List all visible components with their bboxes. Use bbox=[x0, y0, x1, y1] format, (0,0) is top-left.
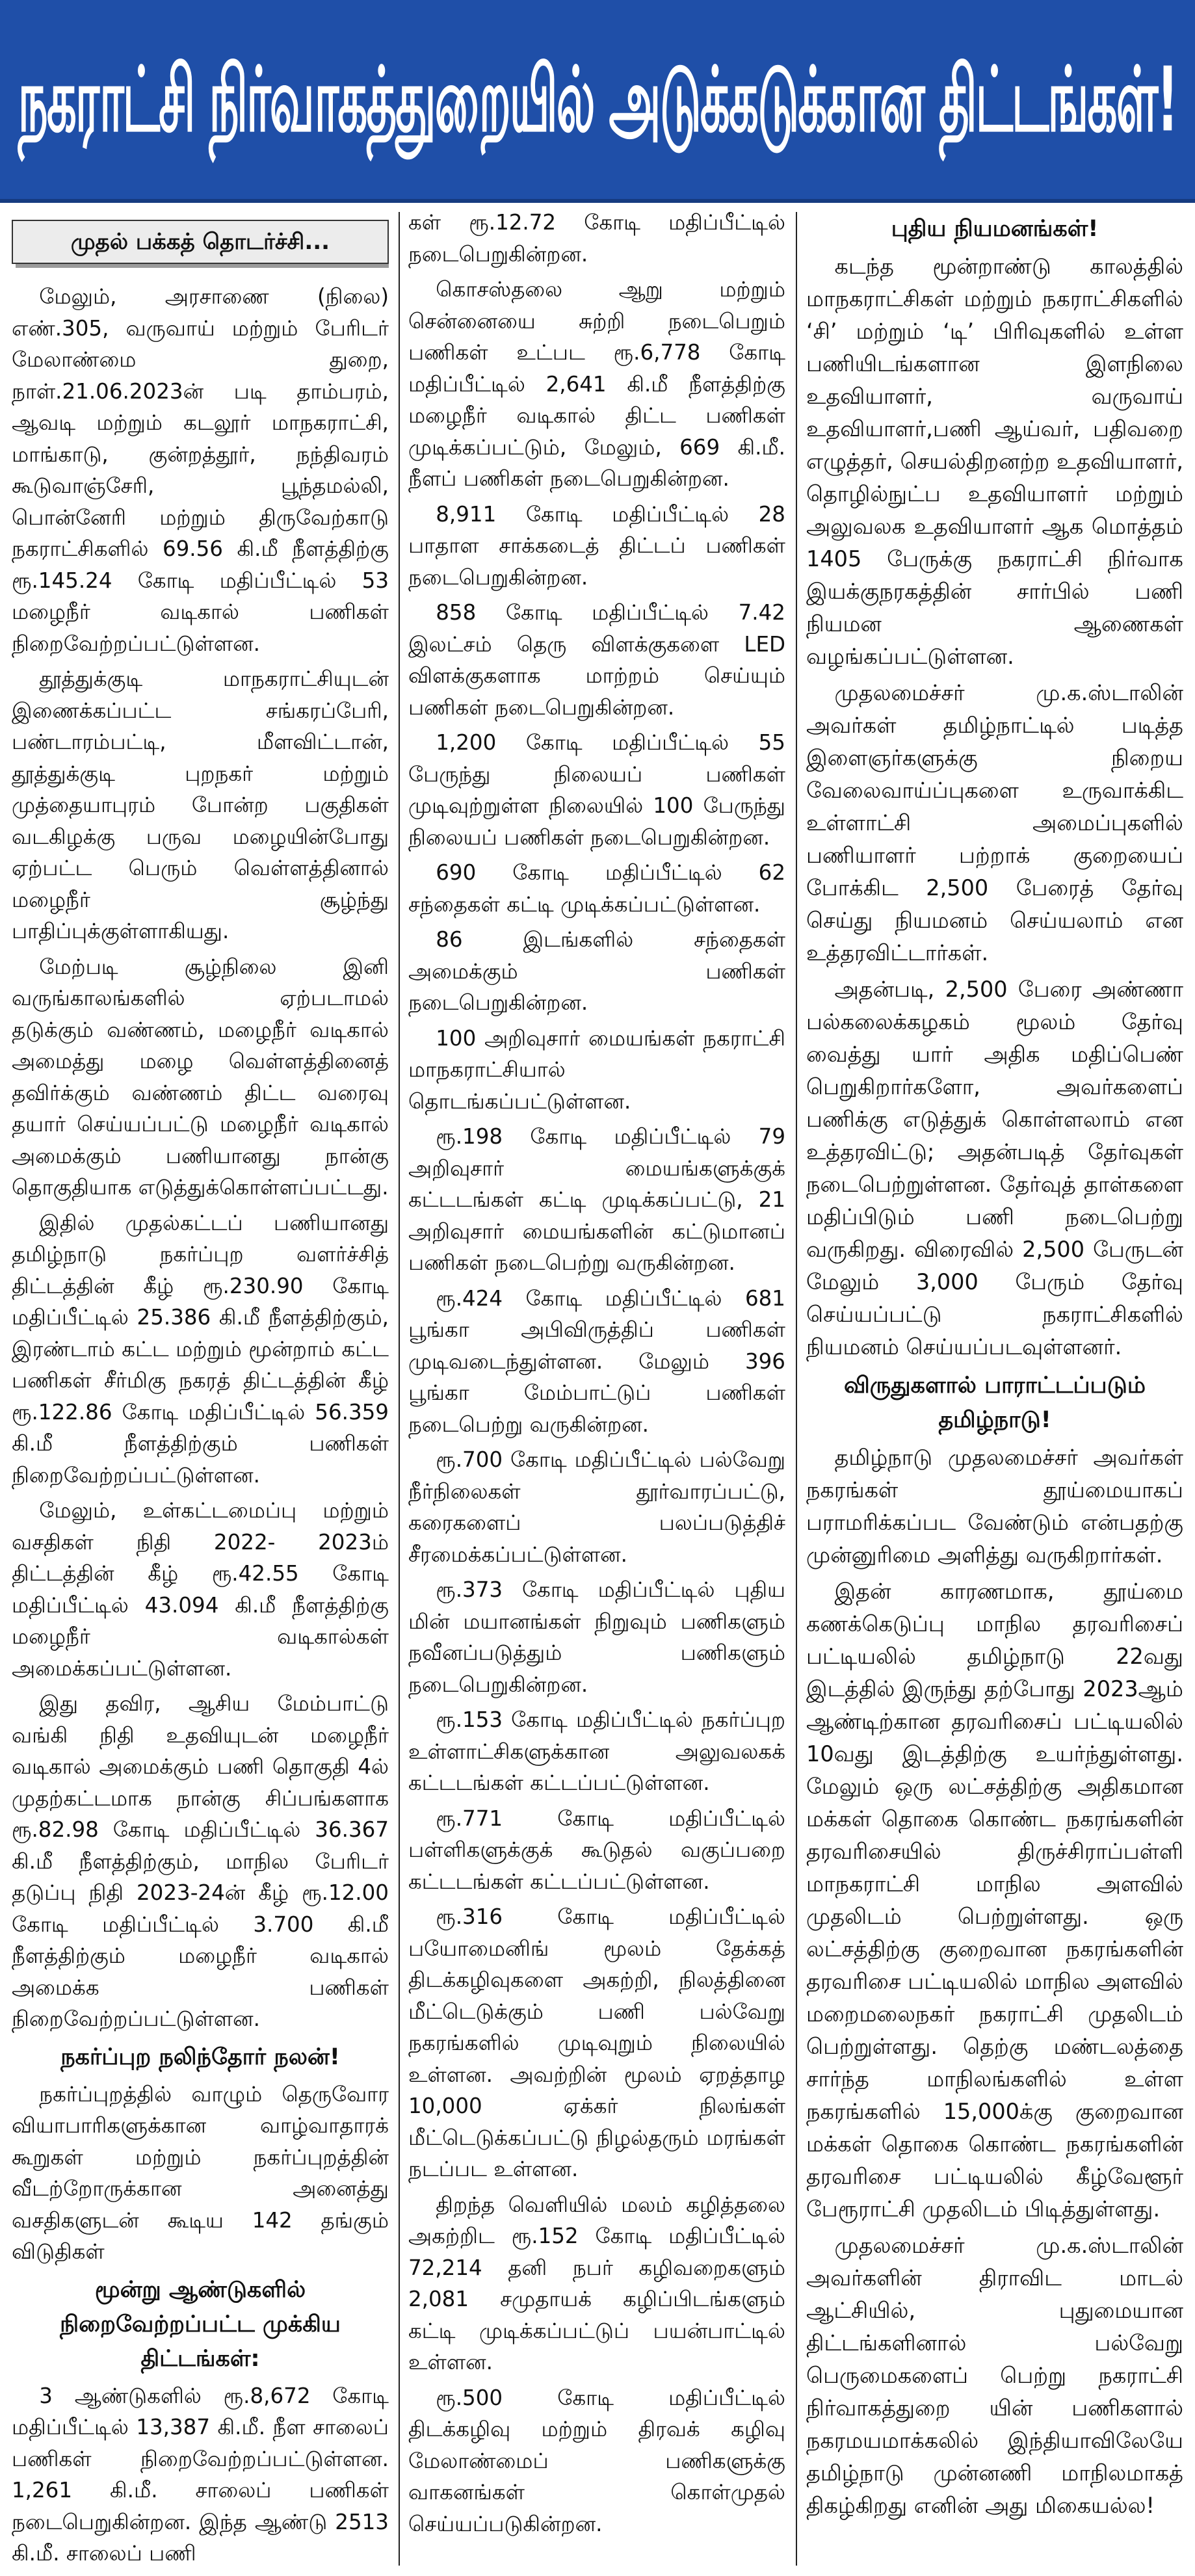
paragraph: மேலும், அரசாணை (நிலை) எண்.305, வருவாய் மற்றும் பேரிடர் மேலாண்மை துறை, நாள்.21.06.2023ன் படி தாம்பரம், ஆவடி மற்றும் கடலூர் மாநகராட்சி, மாங்காடு, குன்றத்தூர், நந்திவரம் கூடுவாஞ்சேரி, பூந்தமல்லி, பொன்னேரி மற்றும் திருவேற்காடு நகராட்சிகளில் 69.56 கி.மீ நீளத்திற்கு ரூ.145.24 கோடி மதிப்பீட்டில் 53 மழைநீர் வடிகால் பணிகள் நிறைவேற்றப்பட்டுள்ளன. bbox=[12, 284, 389, 656]
paragraph: தமிழ்நாடு முதலமைச்சர் அவர்கள் நகரங்கள் தூய்மையாகப் பராமரிக்கப்பட வேண்டும் என்பதற்கு முன்னுரிமை அளித்து வருகிறார்கள். bbox=[806, 1445, 1183, 1568]
paragraph: ரூ.500 கோடி மதிப்பீட்டில் திடக்கழிவு மற்றும் திரவக் கழிவு மேலாண்மைப் பணிகளுக்கு வாகனங்கள் கொள்முதல் செய்யப்படுகின்றன. bbox=[408, 2385, 785, 2536]
column-rule bbox=[399, 212, 400, 2566]
paragraph: ரூ.373 கோடி மதிப்பீட்டில் புதிய மின் மயானங்கள் நிறுவும் பணிகளும் நவீனப்படுத்தும் பணிகளும் நடைபெறுகின்றன. bbox=[408, 1577, 785, 1697]
column-1 bbox=[12, 207, 389, 2573]
subheading: விருதுகளால் பாராட்டப்படும் தமிழ்நாடு! bbox=[843, 1373, 1146, 1433]
headline: நகராட்சி நிர்வாகத்துறையில் அடுக்கடுக்கான திட்டங்கள்! bbox=[18, 47, 1177, 151]
column-2 bbox=[408, 207, 785, 2573]
paragraph: 3 ஆண்டுகளில் ரூ.8,672 கோடி மதிப்பீட்டில் 13,387 கி.மீ. நீள சாலைப் பணிகள் நிறைவேற்றப்பட்டுள்ளன. 1,261 கி.மீ. சாலைப் பணிகள் நடைபெறுகின்றன. இந்த ஆண்டு 2513 கி.மீ. சாலைப் பணி bbox=[12, 2383, 389, 2566]
paragraph: ரூ.316 கோடி மதிப்பீட்டில் பயோமைனிங் மூலம் தேக்கத் திடக்கழிவுகளை அகற்றி, நிலத்தினை மீட்டெடுக்கும் பணி பல்வேறு நகரங்களில் முடிவுறும் நிலையில் உள்ளன. அவற்றின் மூலம் ஏறத்தாழ 10,000 ஏக்கர் நிலங்கள் மீட்டெடுக்கப்பட்டு நிழல்தரும் மரங்கள் நடப்பட உள்ளன. bbox=[408, 1904, 785, 2181]
subheading: மூன்று ஆண்டுகளில் நிறைவேற்றப்பட்ட முக்கிய திட்டங்கள்: bbox=[60, 2276, 341, 2372]
paragraph: அதன்படி, 2,500 பேரை அண்ணா பல்கலைக்கழகம் மூலம் தேர்வு வைத்து யார் அதிக மதிப்பெண் பெறுகிறார்களோ, அவர்களைப் பணிக்கு எடுத்துக் கொள்ளலாம் என உத்தரவிட்டு; அதன்படித் தேர்வுகள் நடைபெற்றுள்ளன. தேர்வுத் தாள்களை மதிப்பிடும் பணி நடைபெற்று வருகிறது. விரைவில் 2,500 பேருடன் மேலும் 3,000 பேரும் தேர்வு செய்யப்பட்டு நகராட்சிகளில் நியமனம் செய்யப்படவுள்ளனர். bbox=[806, 977, 1183, 1360]
paragraph: ரூ.700 கோடி மதிப்பீட்டில் பல்வேறு நீர்நிலைகள் தூர்வாரப்பட்டு, கரைகளைப் பலப்படுத்திச் சீரமைக்கப்பட்டுள்ளன. bbox=[408, 1447, 785, 1567]
paragraph: 86 இடங்களில் சந்தைகள் அமைக்கும் பணிகள் நடைபெறுகின்றன. bbox=[408, 927, 785, 1015]
paragraph: திறந்த வெளியில் மலம் கழித்தலை அகற்றிட ரூ.152 கோடி மதிப்பீட்டில் 72,214 தனி நபர் கழிவறைகளும் 2,081 சமுதாயக் கழிப்பிடங்களும் கட்டி முடிக்கப்பட்டுப் பயன்பாட்டில் உள்ளன. bbox=[408, 2192, 785, 2374]
paragraph: நகர்ப்புறத்தில் வாழும் தெருவோர வியாபாரிகளுக்கான வாழ்வாதாரக் கூறுகள் மற்றும் நகர்ப்புறத்தின் வீடற்றோருக்கான அனைத்து வசதிகளுடன் கூடிய 142 தங்கும் விடுதிகள் bbox=[12, 2081, 389, 2264]
column-rule bbox=[796, 212, 797, 2566]
column-3 bbox=[806, 207, 1183, 2573]
paragraph: கொசஸ்தலை ஆறு மற்றும் சென்னையை சுற்றி நடைபெறும் பணிகள் உட்பட ரூ.6,778 கோடி மதிப்பீட்டில் 2,641 கி.மீ நீளத்திற்கு மழைநீர் வடிகால் திட்ட பணிகள் முடிக்கப்பட்டும், மேலும், 669 கி.மீ. நீளப் பணிகள் நடைபெறுகின்றன. bbox=[408, 277, 785, 491]
continuation-box: முதல் பக்கத் தொடர்ச்சி... bbox=[12, 220, 389, 264]
paragraph: ரூ.771 கோடி மதிப்பீட்டில் பள்ளிகளுக்குக் கூடுதல் வகுப்பறை கட்டடங்கள் கட்டப்பட்டுள்ளன. bbox=[408, 1806, 785, 1894]
paragraph: இதில் முதல்கட்டப் பணியானது தமிழ்நாடு நகர்ப்புற வளர்ச்சித் திட்டத்தின் கீழ் ரூ.230.90 கோடி மதிப்பீட்டில் 25.386 கி.மீ நீளத்திற்கும், இரண்டாம் கட்ட மற்றும் மூன்றாம் கட்ட பணிகள் சீர்மிகு நகரத் திட்டத்தின் கீழ் ரூ.122.86 கோடி மதிப்பீட்டில் 56.359 கி.மீ நீளத்திற்கும் பணிகள் நிறைவேற்றப்பட்டுள்ளன. bbox=[12, 1210, 389, 1488]
paragraph: ரூ.153 கோடி மதிப்பீட்டில் நகர்ப்புற உள்ளாட்சிகளுக்கான அலுவலகக் கட்டடங்கள் கட்டப்பட்டுள்ளன. bbox=[408, 1707, 785, 1795]
paragraph: இது தவிர, ஆசிய மேம்பாட்டு வங்கி நிதி உதவியுடன் மழைநீர் வடிகால் அமைக்கும் பணி தொகுதி 4ல் முதற்கட்டமாக நான்கு சிப்பங்களாக ரூ.82.98 கோடி மதிப்பீட்டில் 36.367 கி.மீ நீளத்திற்கும், மாநில பேரிடர் தடுப்பு நிதி 2023-24ன் கீழ் ரூ.12.00 கோடி மதிப்பீட்டில் 3.700 கி.மீ நீளத்திற்கும் மழைநீர் வடிகால் அமைக்க பணிகள் நிறைவேற்றப்பட்டுள்ளன. bbox=[12, 1691, 389, 2031]
paragraph: 858 கோடி மதிப்பீட்டில் 7.42 இலட்சம் தெரு விளக்குகளை LED விளக்குகளாக மாற்றம் செய்யும் பணிகள் நடைபெறுகின்றன. bbox=[408, 600, 785, 720]
paragraph: 1,200 கோடி மதிப்பீட்டில் 55 பேருந்து நிலையப் பணிகள் முடிவுற்றுள்ள நிலையில் 100 பேருந்து நிலையப் பணிகள் நடைபெறுகின்றன. bbox=[408, 730, 785, 850]
paragraph: ரூ.424 கோடி மதிப்பீட்டில் 681 பூங்கா அபிவிருத்திப் பணிகள் முடிவடைந்துள்ளன. மேலும் 396 பூங்கா மேம்பாட்டுப் பணிகள் நடைபெற்று வருகின்றன. bbox=[408, 1285, 785, 1437]
paragraph: 690 கோடி மதிப்பீட்டில் 62 சந்தைகள் கட்டி முடிக்கப்பட்டுள்ளன. bbox=[408, 860, 785, 917]
paragraph: மேலும், உள்கட்டமைப்பு மற்றும் வசதிகள் நிதி 2022- 2023ம் திட்டத்தின் கீழ் ரூ.42.55 கோடி மதிப்பீட்டில் 43.094 கி.மீ நீளத்திற்கு மழைநீர் வடிகால்கள் அமைக்கப்பட்டுள்ளன. bbox=[12, 1498, 389, 1681]
paragraph: முதலமைச்சர் மு.க.ஸ்டாலின் அவர்களின் திராவிட மாடல் ஆட்சியில், புதுமையான திட்டங்களினால் பல்வேறு பெருமைகளைப் பெற்று நகராட்சி நிர்வாகத்துறை யின் பணிகளால் நகரமயமாக்கலில் இந்தியாவிலேயே தமிழ்நாடு முன்னணி மாநிலமாகத் திகழ்கிறது எனின் அது மிகையல்ல! bbox=[806, 2233, 1183, 2518]
paragraph: இதன் காரணமாக, தூய்மை கணக்கெடுப்பு மாநில தரவரிசைப் பட்டியலில் தமிழ்நாடு 22வது இடத்தில் இருந்து தற்போது 2023ஆம் ஆண்டிற்கான தரவரிசைப் பட்டியலில் 10வது இடத்திற்கு உயர்ந்துள்ளது. மேலும் ஒரு லட்சத்திற்கு அதிகமான மக்கள் தொகை கொண்ட நகரங்களின் தரவரிசையில் திருச்சிராப்பள்ளி மாநகராட்சி மாநில அளவில் முதலிடம் பெற்றுள்ளது. ஒரு லட்சத்திற்கு குறைவான நகரங்களின் தரவரிசை பட்டியலில் மாநில அளவில் மறைமலைநகர் நகராட்சி முதலிடம் பெற்றுள்ளது. தெற்கு மண்டலத்தை சார்ந்த மாநிலங்களில் உள்ள நகரங்களில் 15,000க்கு குறைவான மக்கள் தொகை கொண்ட நகரங்களின் தரவரிசை பட்டியலில் கீழ்வேளூர் பேரூராட்சி முதலிடம் பிடித்துள்ளது. bbox=[806, 1579, 1183, 2222]
paragraph: 8,911 கோடி மதிப்பீட்டில் 28 பாதாள சாக்கடைத் திட்டப் பணிகள் நடைபெறுகின்றன. bbox=[408, 501, 785, 590]
article-body bbox=[12, 207, 1183, 2573]
paragraph: தூத்துக்குடி மாநகராட்சியுடன் இணைக்கப்பட்ட சங்கரப்பேரி, பண்டாரம்பட்டி, மீளவிட்டான், தூத்துக்குடி புறநகர் மற்றும் முத்தையாபுரம் போன்ற பகுதிகள் வடகிழக்கு பருவ மழையின்போது ஏற்பட்ட பெரும் வெள்ளத்தினால் மழைநீர் சூழ்ந்து பாதிப்புக்குள்ளாகியது. bbox=[12, 666, 389, 943]
paragraph: கடந்த மூன்றாண்டு காலத்தில் மாநகராட்சிகள் மற்றும் நகராட்சிகளில் ‘சி’ மற்றும் ‘டி’ பிரிவுகளில் உள்ள பணியிடங்களான இளநிலை உதவியாளர், வருவாய் உதவியாளர்,பணி ஆய்வர், பதிவறை எழுத்தர், செயல்திறனற்ற உதவியாளர், தொழில்நுட்ப உதவியாளர் மற்றும் அலுவலக உதவியாளர் ஆக மொத்தம் 1405 பேருக்கு நகராட்சி நிர்வாக இயக்குநரகத்தின் சார்பில் பணி நியமன ஆணைகள் வழங்கப்பட்டுள்ளன. bbox=[806, 254, 1183, 669]
paragraph: மேற்படி சூழ்நிலை இனி வருங்காலங்களில் ஏற்படாமல் தடுக்கும் வண்ணம், மழைநீர் வடிகால் அமைத்து மழை வெள்ளத்தினைத் தவிர்க்கும் வண்ணம் திட்ட வரைவு தயார் செய்யப்பட்டு மழைநீர் வடிகால் அமைக்கும் பணியானது நான்கு தொகுதியாக எடுத்துக்கொள்ளப்பட்டது. bbox=[12, 954, 389, 1200]
subheading: புதிய நியமனங்கள்! bbox=[891, 216, 1099, 242]
paragraph: கள் ரூ.12.72 கோடி மதிப்பீட்டில் நடைபெறுகின்றன. bbox=[408, 210, 785, 267]
paragraph: 100 அறிவுசார் மையங்கள் நகராட்சி மாநகராட்சியால் தொடங்கப்பட்டுள்ளன. bbox=[408, 1025, 785, 1114]
paragraph: முதலமைச்சர் மு.க.ஸ்டாலின் அவர்கள் தமிழ்நாட்டில் படித்த இளைஞர்களுக்கு நிறைய வேலைவாய்ப்புகளை உருவாக்கிட உள்ளாட்சி அமைப்புகளில் பணியாளர் பற்றாக் குறையைப் போக்கிட 2,500 பேரைத் தேர்வு செய்து நியமனம் செய்யலாம் என உத்தரவிட்டார்கள். bbox=[806, 680, 1183, 966]
headline-banner bbox=[0, 0, 1195, 203]
subheading: நகர்ப்புற நலிந்தோர் நலன்! bbox=[60, 2044, 340, 2070]
paragraph: ரூ.198 கோடி மதிப்பீட்டில் 79 அறிவுசார் மையங்களுக்குக் கட்டடங்கள் கட்டி முடிக்கப்பட்டு, 21 அறிவுசார் மையங்களின் கட்டுமானப் பணிகள் நடைபெற்று வருகின்றன. bbox=[408, 1124, 785, 1275]
